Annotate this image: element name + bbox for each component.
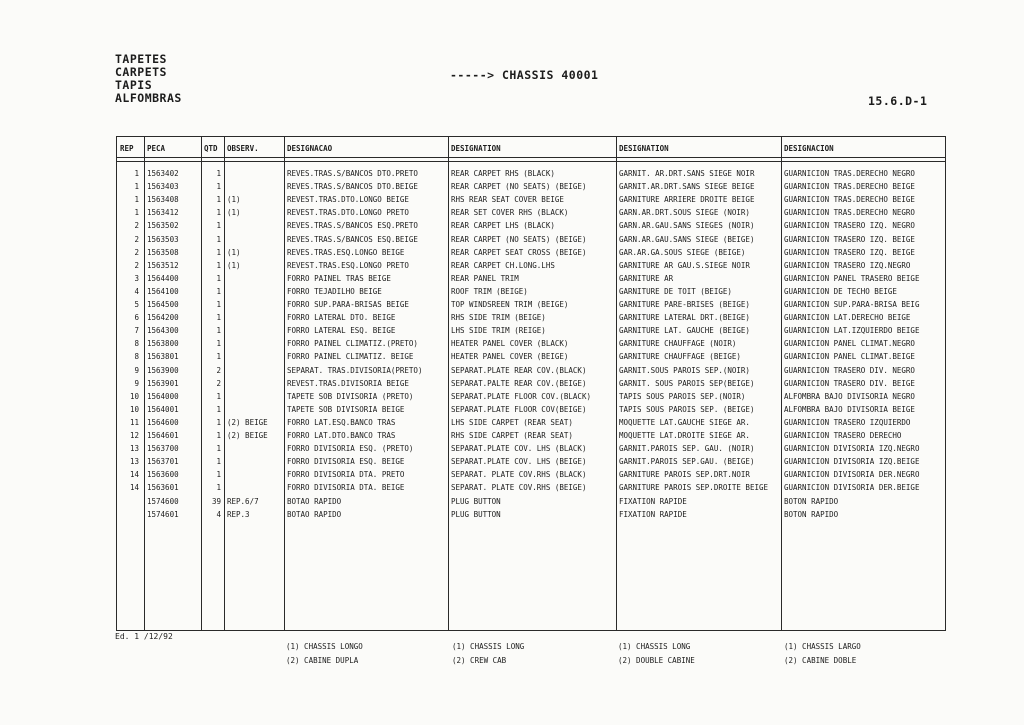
cell-designacion: GUARNICION DIVISORIA DER.NEGRO	[784, 470, 920, 480]
cell-observ: (2) BEIGE	[227, 431, 268, 440]
cell-qtd: 1	[216, 352, 221, 362]
cell-peca: 1574601	[147, 509, 179, 519]
cell-designation-fr: GARN.AR.DRT.SOUS SIEGE (NOIR)	[619, 208, 750, 218]
cell-qtd: 1	[216, 444, 221, 454]
cell-rep: 2	[134, 234, 139, 244]
footnote-en	[452, 640, 524, 668]
cell-observ: (1)	[227, 260, 241, 270]
cell-designacion: GUARNICION TRAS.DERECHO BEIGE	[784, 182, 915, 192]
cell-designacao: FORRO LATERAL DTO. BEIGE	[287, 313, 396, 323]
cell-designacion: ALFOMBRA BAJO DIVISORIA NEGRO	[784, 391, 915, 401]
cell-rep: 4	[134, 286, 139, 296]
cell-peca: 1563503	[147, 234, 179, 244]
column-divider	[448, 137, 449, 630]
cell-qtd: 1	[216, 457, 221, 467]
column-header-rep: REP	[120, 144, 134, 153]
cell-designation-fr: GARNIT. SOUS PAROIS SEP(BEIGE)	[619, 378, 755, 388]
cell-designation-fr: MOQUETTE LAT.DROITE SIEGE AR.	[619, 431, 750, 440]
cell-qtd: 1	[216, 195, 221, 205]
cell-peca: 1564400	[147, 273, 179, 283]
cell-peca: 1563600	[147, 470, 179, 480]
column-header-observ: OBSERV.	[227, 144, 259, 153]
cell-designation-fr: TAPIS SOUS PAROIS SEP.(NOIR)	[619, 391, 746, 401]
cell-qtd: 39	[211, 496, 221, 506]
cell-designacao: REVES.TRAS.S/BANCOS ESQ.BEIGE	[287, 234, 418, 244]
cell-designacion: GUARNICION DIVISORIA DER.BEIGE	[784, 483, 920, 493]
cell-designation-fr: GAR.AR.GA.SOUS SIEGE (BEIGE)	[619, 247, 746, 257]
cell-designation-fr: GARNITURE AR GAU.S.SIEGE NOIR	[619, 260, 750, 270]
column-divider	[144, 137, 145, 630]
cell-designation-fr: GARN.AR.GAU.SANS SIEGE (BEIGE)	[619, 234, 755, 244]
cell-rep: 10	[129, 391, 139, 401]
cell-rep: 9	[134, 378, 139, 388]
cell-designation-en: SEPARAT.PALTE REAR COV.(BEIGE)	[451, 378, 587, 388]
cell-designacion: GUARNICION TRASERO IZQ. NEGRO	[784, 221, 915, 231]
cell-peca: 1563412	[147, 208, 179, 218]
cell-qtd: 1	[216, 247, 221, 257]
cell-designacao: BOTAO RAPIDO	[287, 509, 342, 519]
cell-qtd: 1	[216, 417, 221, 427]
title-fr: TAPIS	[115, 78, 153, 92]
cell-designacao: FORRO LATERAL ESQ. BEIGE	[287, 326, 396, 336]
cell-designacao: FORRO DIVISORIA DTA. PRETO	[287, 470, 405, 480]
footnote-line: (2) CABINE DOBLE	[784, 656, 857, 665]
cell-observ: REP.6/7	[227, 496, 259, 506]
cell-observ: (2) BEIGE	[227, 417, 268, 427]
cell-designacao: REVEST.TRAS.ESQ.LONGO PRETO	[287, 260, 409, 270]
column-header-designacao: DESIGNACAO	[287, 144, 333, 153]
cell-designacao: FORRO LAT.ESQ.BANCO TRAS	[287, 417, 396, 427]
cell-designation-en: REAR SET COVER RHS (BLACK)	[451, 208, 569, 218]
cell-designation-fr: GARNIT.PAROIS SEP.GAU. (BEIGE)	[619, 457, 755, 467]
cell-designation-fr: GARNIT. AR.DRT.SANS SIEGE NOIR	[619, 169, 755, 178]
cell-designacao: FORRO PAINEL TRAS BEIGE	[287, 273, 391, 283]
cell-qtd: 1	[216, 182, 221, 192]
cell-peca: 1563901	[147, 378, 179, 388]
cell-designacion: GUARNICION SUP.PARA-BRISA BEIG	[784, 300, 920, 309]
cell-designation-en: LHS SIDE TRIM (REIGE)	[451, 326, 546, 336]
cell-designacao: FORRO DIVISORIA ESQ. BEIGE	[287, 457, 405, 467]
cell-designacion: GUARNICION DIVISORIA IZQ.NEGRO	[784, 444, 920, 454]
cell-designation-fr: MOQUETTE LAT.GAUCHE SIEGE AR.	[619, 417, 750, 427]
cell-designacion: GUARNICION PANEL TRASERO BEIGE	[784, 273, 920, 283]
cell-designation-en: REAR CARPET (NO SEATS) (BEIGE)	[451, 234, 587, 244]
cell-qtd: 1	[216, 260, 221, 270]
cell-qtd: 1	[216, 431, 221, 440]
cell-designacion: GUARNICION PANEL CLIMAT.BEIGE	[784, 352, 915, 362]
footnote-line: (2) CREW CAB	[452, 656, 507, 665]
cell-designacion: GUARNICION TRASERO DERECHO	[784, 431, 902, 440]
cell-designacao: REVES.TRAS.S/BANCOS DTO.PRETO	[287, 169, 418, 178]
cell-peca: 1564601	[147, 431, 179, 440]
column-divider	[284, 137, 285, 630]
cell-peca: 1564600	[147, 417, 179, 427]
cell-designacion: GUARNICION LAT.IZQUIERDO BEIGE	[784, 326, 920, 336]
cell-peca: 1563701	[147, 457, 179, 467]
column-divider	[781, 137, 782, 630]
edition-date: Ed. 1 /12/92	[115, 632, 173, 641]
cell-qtd: 1	[216, 208, 221, 218]
column-header-designation-en: DESIGNATION	[451, 144, 501, 153]
cell-qtd: 1	[216, 313, 221, 323]
cell-designacao: TAPETE SOB DIVISORIA (PRETO)	[287, 391, 414, 401]
cell-rep: 1	[134, 182, 139, 192]
column-header-qtd: QTD	[204, 144, 218, 153]
cell-designacion: GUARNICION TRASERO DIV. NEGRO	[784, 365, 915, 375]
cell-designacion: BOTON RAPIDO	[784, 496, 839, 506]
cell-peca: 1563900	[147, 365, 179, 375]
cell-designation-fr: GARNITURE PAROIS SEP.DRT.NOIR	[619, 470, 750, 480]
column-divider	[224, 137, 225, 630]
cell-qtd: 1	[216, 221, 221, 231]
cell-rep: 14	[129, 483, 139, 493]
footnote-fr	[618, 640, 695, 668]
cell-designacao: FORRO PAINEL CLIMATIZ.(PRETO)	[287, 339, 418, 349]
cell-qtd: 4	[216, 509, 221, 519]
header-divider-lower	[117, 161, 945, 162]
footnote-line: (2) DOUBLE CABINE	[618, 656, 695, 665]
cell-rep: 13	[129, 444, 139, 454]
cell-designacion: GUARNICION LAT.DERECHO BEIGE	[784, 313, 911, 323]
footnote-es	[784, 640, 861, 668]
cell-designation-en: ROOF TRIM (BEIGE)	[451, 286, 528, 296]
cell-peca: 1563508	[147, 247, 179, 257]
cell-designation-en: REAR CARPET SEAT CROSS (BEIGE)	[451, 247, 587, 257]
cell-designation-en: RHS SIDE TRIM (BEIGE)	[451, 313, 546, 323]
cell-designacion: GUARNICION TRASERO DIV. BEIGE	[784, 378, 915, 388]
cell-designacion: GUARNICION TRASERO IZQ. BEIGE	[784, 247, 915, 257]
cell-observ: (1)	[227, 195, 241, 205]
cell-designacao: TAPETE SOB DIVISORIA BEIGE	[287, 404, 405, 414]
cell-designation-en: SEPARAT. PLATE COV.RHS (BEIGE)	[451, 483, 587, 493]
cell-designation-en: REAR CARPET RHS (BLACK)	[451, 169, 555, 178]
column-header-peca: PECA	[147, 144, 166, 153]
cell-rep: 2	[134, 260, 139, 270]
cell-designation-fr: GARNITURE DE TOIT (BEIGE)	[619, 286, 732, 296]
page-code: 15.6.D-1	[868, 94, 928, 108]
title-pt: TAPETES	[115, 52, 167, 66]
cell-designation-en: SEPARAT.PLATE REAR COV.(BLACK)	[451, 365, 587, 375]
cell-qtd: 1	[216, 300, 221, 309]
cell-designation-en: RHS SIDE CARPET (REAR SEAT)	[451, 431, 573, 440]
cell-rep: 2	[134, 247, 139, 257]
cell-designacion: GUARNICION TRASERO IZQ. BEIGE	[784, 234, 915, 244]
cell-peca: 1564000	[147, 391, 179, 401]
cell-designacion: GUARNICION DIVISORIA IZQ.BEIGE	[784, 457, 920, 467]
title-en: CARPETS	[115, 65, 167, 79]
cell-observ: REP.3	[227, 509, 250, 519]
cell-peca: 1564300	[147, 326, 179, 336]
cell-designation-fr: GARNITURE AR	[619, 273, 674, 283]
cell-designacion: GUARNICION DE TECHO BEIGE	[784, 286, 897, 296]
cell-peca: 1563801	[147, 352, 179, 362]
footnote-line: (1) CHASSIS LARGO	[784, 642, 861, 651]
cell-qtd: 1	[216, 234, 221, 244]
footnote-pt	[286, 640, 363, 668]
cell-qtd: 1	[216, 391, 221, 401]
cell-peca: 1563408	[147, 195, 179, 205]
cell-designation-en: RHS REAR SEAT COVER BEIGE	[451, 195, 564, 205]
cell-rep: 5	[134, 300, 139, 309]
cell-rep: 8	[134, 339, 139, 349]
cell-designacao: FORRO DIVISORIA DTA. BEIGE	[287, 483, 405, 493]
cell-peca: 1563512	[147, 260, 179, 270]
cell-qtd: 2	[216, 378, 221, 388]
cell-designation-en: REAR PANEL TRIM	[451, 273, 519, 283]
cell-designacao: FORRO DIVISORIA ESQ. (PRETO)	[287, 444, 414, 454]
cell-peca: 1563502	[147, 221, 179, 231]
cell-rep: 12	[129, 431, 139, 440]
cell-designation-en: REAR CARPET LHS (BLACK)	[451, 221, 555, 231]
cell-peca: 1563800	[147, 339, 179, 349]
cell-peca: 1563601	[147, 483, 179, 493]
cell-peca: 1574600	[147, 496, 179, 506]
title-es: ALFOMBRAS	[115, 91, 182, 105]
cell-observ: (1)	[227, 247, 241, 257]
cell-designation-en: PLUG BUTTON	[451, 509, 501, 519]
cell-designation-fr: FIXATION RAPIDE	[619, 509, 687, 519]
cell-rep: 9	[134, 365, 139, 375]
cell-designacion: GUARNICION TRAS.DERECHO NEGRO	[784, 169, 915, 178]
cell-qtd: 1	[216, 326, 221, 336]
cell-rep: 1	[134, 195, 139, 205]
cell-designation-en: REAR CARPET CH.LONG.LHS	[451, 260, 555, 270]
footnote-line: (1) CHASSIS LONG	[452, 642, 525, 651]
cell-designacao: SEPARAT. TRAS.DIVISORIA(PRETO)	[287, 365, 423, 375]
cell-designacion: GUARNICION TRASERO IZQ.NEGRO	[784, 260, 911, 270]
cell-qtd: 1	[216, 286, 221, 296]
cell-designation-en: SEPARAT.PLATE COV. LHS (BLACK)	[451, 444, 587, 454]
cell-designation-en: REAR CARPET (NO SEATS) (BEIGE)	[451, 182, 587, 192]
cell-designation-fr: GARNITURE LATERAL DRT.(BEIGE)	[619, 313, 750, 323]
footnote-line: (2) CABINE DUPLA	[286, 656, 359, 665]
parts-table	[116, 136, 946, 631]
cell-rep: 14	[129, 470, 139, 480]
cell-rep: 11	[129, 417, 139, 427]
section-titles	[115, 53, 182, 105]
header-divider-upper	[117, 157, 945, 158]
cell-designacao: REVEST.TRAS.DIVISORIA BEIGE	[287, 378, 409, 388]
cell-rep: 6	[134, 313, 139, 323]
cell-designation-fr: GARNITURE PAROIS SEP.DROITE BEIGE	[619, 483, 769, 493]
cell-qtd: 1	[216, 169, 221, 178]
cell-peca: 1563403	[147, 182, 179, 192]
cell-designacion: GUARNICION TRASERO IZQUIERDO	[784, 417, 911, 427]
cell-qtd: 1	[216, 404, 221, 414]
cell-qtd: 2	[216, 365, 221, 375]
cell-designacao: REVEST.TRAS.DTO.LONGO BEIGE	[287, 195, 409, 205]
cell-designacao: FORRO TEJADILHO BEIGE	[287, 286, 382, 296]
cell-designacao: REVEST.TRAS.DTO.LONGO PRETO	[287, 208, 409, 218]
cell-designacao: FORRO LAT.DTO.BANCO TRAS	[287, 431, 396, 440]
cell-designacao: BOTAO RAPIDO	[287, 496, 342, 506]
cell-designation-en: PLUG BUTTON	[451, 496, 501, 506]
cell-rep: 2	[134, 221, 139, 231]
cell-peca: 1564500	[147, 300, 179, 309]
cell-designation-fr: GARNITURE PARE-BRISES (BEIGE)	[619, 300, 750, 309]
cell-designacion: GUARNICION TRAS.DERECHO BEIGE	[784, 195, 915, 205]
cell-designation-en: SEPARAT. PLATE COV.RHS (BLACK)	[451, 470, 587, 480]
cell-qtd: 1	[216, 483, 221, 493]
cell-designacao: REVES.TRAS.S/BANCOS DTO.BEIGE	[287, 182, 418, 192]
cell-designation-fr: GARNIT.SOUS PAROIS SEP.(NOIR)	[619, 365, 750, 375]
cell-designacion: BOTON RAPIDO	[784, 509, 839, 519]
cell-designation-en: HEATER PANEL COVER (BLACK)	[451, 339, 569, 349]
cell-designation-fr: TAPIS SOUS PAROIS SEP. (BEIGE)	[619, 404, 755, 414]
cell-designation-en: SEPARAT.PLATE COV. LHS (BEIGE)	[451, 457, 587, 467]
cell-designation-fr: GARNITURE CHAUFFAGE (BEIGE)	[619, 352, 741, 362]
cell-peca: 1564100	[147, 286, 179, 296]
cell-rep: 10	[129, 404, 139, 414]
cell-peca: 1563402	[147, 169, 179, 178]
cell-designation-fr: GARNITURE LAT. GAUCHE (BEIGE)	[619, 326, 750, 336]
cell-rep: 8	[134, 352, 139, 362]
column-divider	[616, 137, 617, 630]
cell-peca: 1564001	[147, 404, 179, 414]
cell-designation-en: HEATER PANEL COVER (BEIGE)	[451, 352, 569, 362]
cell-rep: 13	[129, 457, 139, 467]
column-header-designacion: DESIGNACION	[784, 144, 834, 153]
cell-designation-fr: GARNIT.AR.DRT.SANS SIEGE BEIGE	[619, 182, 755, 192]
cell-qtd: 1	[216, 339, 221, 349]
cell-designation-fr: GARN.AR.GAU.SANS SIEGES (NOIR)	[619, 221, 755, 231]
cell-designation-fr: GARNITURE ARRIERE DROITE BEIGE	[619, 195, 755, 205]
cell-designacion: GUARNICION PANEL CLIMAT.NEGRO	[784, 339, 915, 349]
cell-designacao: FORRO PAINEL CLIMATIZ. BEIGE	[287, 352, 414, 362]
cell-qtd: 1	[216, 470, 221, 480]
cell-peca: 1563700	[147, 444, 179, 454]
cell-rep: 3	[134, 273, 139, 283]
cell-peca: 1564200	[147, 313, 179, 323]
cell-rep: 7	[134, 326, 139, 336]
cell-designation-en: LHS SIDE CARPET (REAR SEAT)	[451, 417, 573, 427]
cell-designation-en: SEPARAT.PLATE FLOOR COV.(BLACK)	[451, 391, 591, 401]
chassis-heading: -----> CHASSIS 40001	[450, 68, 599, 82]
cell-designacao: FORRO SUP.PARA-BRISAS BEIGE	[287, 300, 409, 309]
cell-designation-fr: GARNITURE CHAUFFAGE (NOIR)	[619, 339, 737, 349]
cell-qtd: 1	[216, 273, 221, 283]
cell-designation-en: SEPARAT.PLATE FLOOR COV(BEIGE)	[451, 404, 587, 414]
cell-designation-fr: GARNIT.PAROIS SEP. GAU. (NOIR)	[619, 444, 755, 454]
cell-designation-en: TOP WINDSREEN TRIM (BEIGE)	[451, 300, 569, 309]
cell-designacao: REVES.TRAS.S/BANCOS ESQ.PRETO	[287, 221, 418, 231]
cell-rep: 1	[134, 208, 139, 218]
cell-designacion: GUARNICION TRAS.DERECHO NEGRO	[784, 208, 915, 218]
column-header-designation-fr: DESIGNATION	[619, 144, 669, 153]
cell-designacion: ALFOMBRA BAJO DIVISORIA BEIGE	[784, 404, 915, 414]
footnote-line: (1) CHASSIS LONGO	[286, 642, 363, 651]
cell-designacao: REVES.TRAS.ESQ.LONGO BEIGE	[287, 247, 405, 257]
cell-observ: (1)	[227, 208, 241, 218]
cell-rep: 1	[134, 169, 139, 178]
footnote-line: (1) CHASSIS LONG	[618, 642, 691, 651]
cell-designation-fr: FIXATION RAPIDE	[619, 496, 687, 506]
